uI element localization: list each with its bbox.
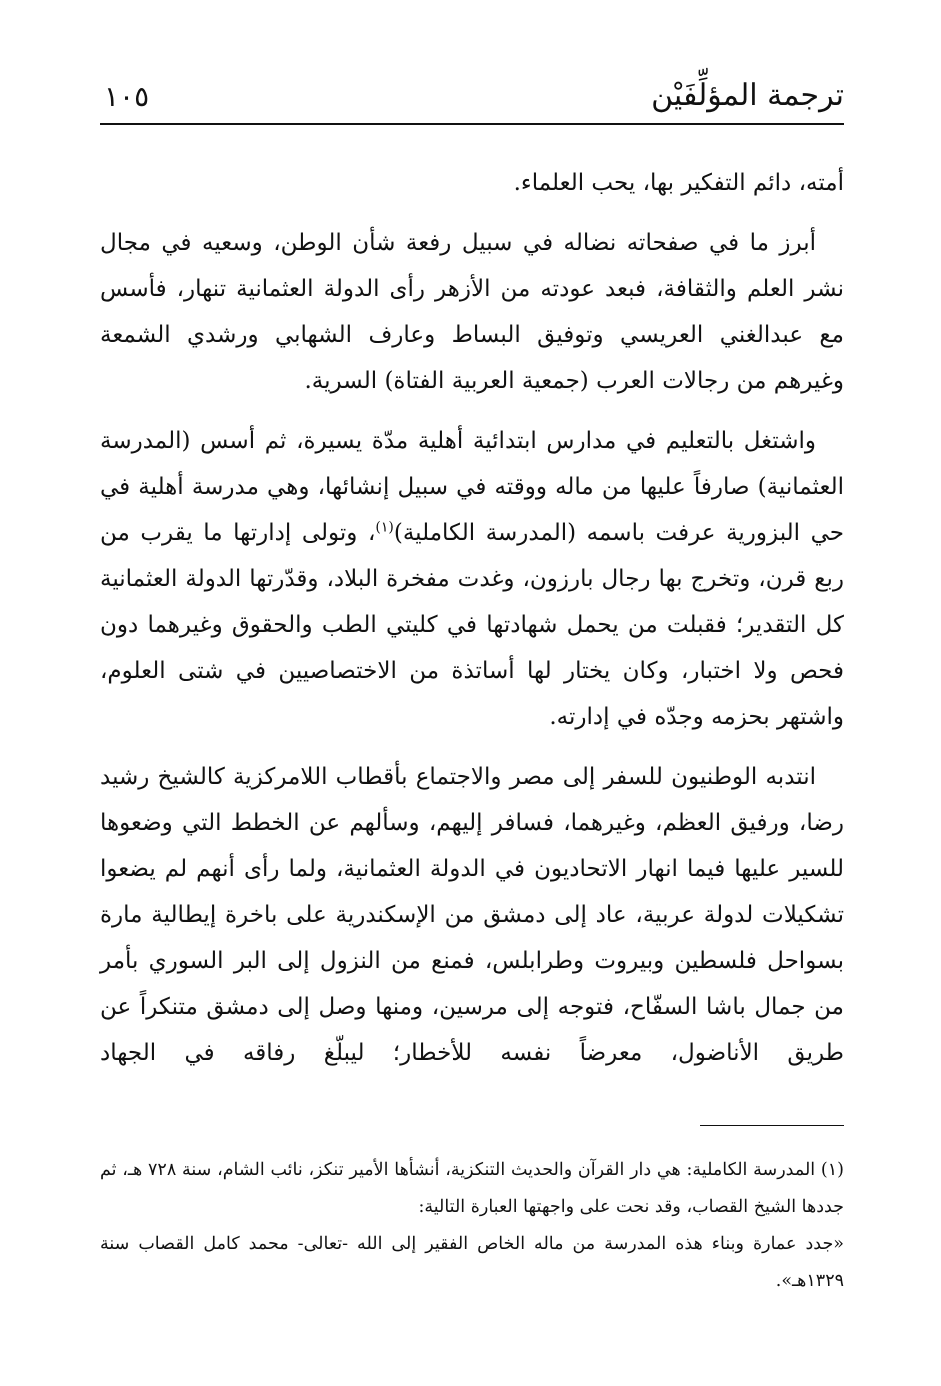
footnote-reference[interactable]: (١) <box>375 519 394 536</box>
page-header <box>100 70 844 124</box>
paragraph-2: أبرز ما في صفحاته نضاله في سبيل رفعة شأن الوطن، وسعيه في مجال نشر العلم والثقافة، فبعد عودته من الأزهر رأى الدولة العثمانية تنهار، فأسس مع عبدالغني العريسي وتوفيق البساط وعارف الشهابي ورشدي الشمعة وغيرهم من رجالات العرب (جمعية العربية الفتاة) السرية. <box>100 230 844 394</box>
paragraph-3-part-2: ، وتولى إدارتها ما يقرب من ربع قرن، وتخرج بها رجال بارزون، وغدت مفخرة البلاد، وقدّرتها الدولة العثمانية كل التقدير؛ فقبلت من يحمل شهادتها في كليتي الطب والحقوق وغيرهما دون فحص ولا اختبار، وكان يختار لها أساتذة من الاختصاصيين في شتى العلوم، واشتهر بحزمه وجدّه في إدارته. <box>100 520 844 730</box>
page-number: ١٠٥ <box>104 80 150 113</box>
footnote-rule <box>700 1125 844 1126</box>
paragraph-3-part-1: واشتغل بالتعليم في مدارس ابتدائية أهلية مدّة يسيرة، ثم أسس (المدرسة العثمانية) صارفاً عليها من ماله ووقته في سبيل إنشائها، وهي مدرسة أهلية في حي البزورية عرفت باسمه (المدرسة الكاملية) <box>100 428 844 546</box>
paragraph-3 <box>100 418 844 740</box>
body-text <box>100 160 844 1090</box>
paragraph-4: انتدبه الوطنيون للسفر إلى مصر والاجتماع بأقطاب اللامركزية كالشيخ رشيد رضا، ورفيق العظم، وغيرهما، فسافر إليهم، وسألهم عن الخطط التي وضعوها للسير عليها فيما انهار الاتحاديون في الدولة العثمانية، ولما رأى أنهم لم يضعوا تشكيلات لدولة عربية، عاد إلى دمشق من الإسكندرية على باخرة إيطالية مارة بسواحل فلسطين وبيروت وطرابلس، فمنع من النزول إلى البر السوري بأمر من جمال باشا السفّاح، فتوجه إلى مرسين، ومنها وصل إلى دمشق متنكراً عن طريق الأناضول، معرضاً نفسه للأخطار؛ ليبلّغ رفاقه في الجهاد <box>100 764 844 1066</box>
footnote-quote: «جدد عمارة وبناء هذه المدرسة من ماله الخاص الفقير إلى الله -تعالى- محمد كامل القصاب سنة ١٣٢٩هـ». <box>100 1234 844 1291</box>
footnote <box>100 1152 844 1300</box>
header-rule <box>100 123 844 125</box>
running-title: ترجمة المؤلِّفَيْن <box>651 78 844 113</box>
paragraph-1: أمته، دائم التفكير بها، يحب العلماء. <box>513 170 844 196</box>
footnote-text: (١) المدرسة الكاملية: هي دار القرآن والحديث التنكزية، أنشأها الأمير تنكز، نائب الشام، سنة ٧٢٨ هـ، ثم جددها الشيخ القصاب، وقد نحت على واجهتها العبارة التالية: <box>100 1160 844 1217</box>
